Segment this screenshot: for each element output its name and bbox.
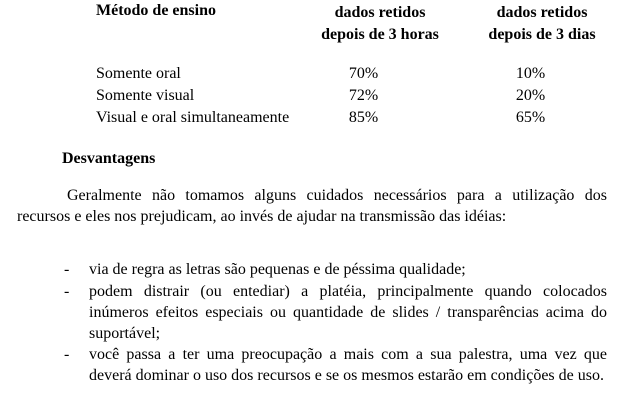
list-item-text: podem distrair (ou entediar) a platéia, principalmente quando colocados inúmeros efeitos especiais ou quantidade de slides / transparências acima do suportável; — [89, 283, 607, 342]
table-cell-after-3-hours: 70% — [348, 65, 379, 82]
table-header-after-3-hours-line2: depois de 3 horas — [321, 26, 439, 43]
table-header-after-3-days-line1: dados retidos — [496, 4, 588, 21]
list-item — [64, 344, 607, 386]
table-row-method: Visual e oral simultaneamente — [96, 109, 290, 126]
table-header-after-3-days-line2: depois de 3 dias — [488, 26, 596, 43]
table-header-method: Método de ensino — [96, 2, 216, 19]
list-item — [64, 281, 607, 344]
bullet-dash: - — [64, 346, 70, 363]
table-header-after-3-hours — [305, 2, 455, 46]
list-item — [64, 259, 607, 280]
table-cell-after-3-days: 65% — [515, 109, 546, 126]
table-cell-after-3-hours: 72% — [348, 87, 379, 104]
bullet-dash: - — [64, 261, 70, 278]
list-item-text: você passa a ter uma preocupação a mais com a sua palestra, uma vez que deverá dominar o uso dos recursos e se os mesmos estarão em condições de uso. — [89, 346, 607, 384]
table-cell-after-3-days: 10% — [515, 65, 546, 82]
bullet-dash: - — [64, 283, 70, 300]
section-heading: Desvantagens — [62, 150, 156, 167]
table-header-after-3-days — [467, 2, 617, 46]
table-row-method: Somente visual — [96, 87, 195, 104]
table-cell-after-3-hours: 85% — [348, 109, 379, 126]
table-cell-after-3-days: 20% — [515, 87, 546, 104]
intro-paragraph: Geralmente não tomamos alguns cuidados necessários para a utilização dos recursos e eles nos prejudicam, ao invés de ajudar na transmissão das idéias: — [17, 187, 607, 225]
table-header-after-3-hours-line1: dados retidos — [334, 4, 426, 21]
list-item-text: via de regra as letras são pequenas e de péssima qualidade; — [89, 261, 466, 278]
table-row-method: Somente oral — [96, 65, 181, 82]
